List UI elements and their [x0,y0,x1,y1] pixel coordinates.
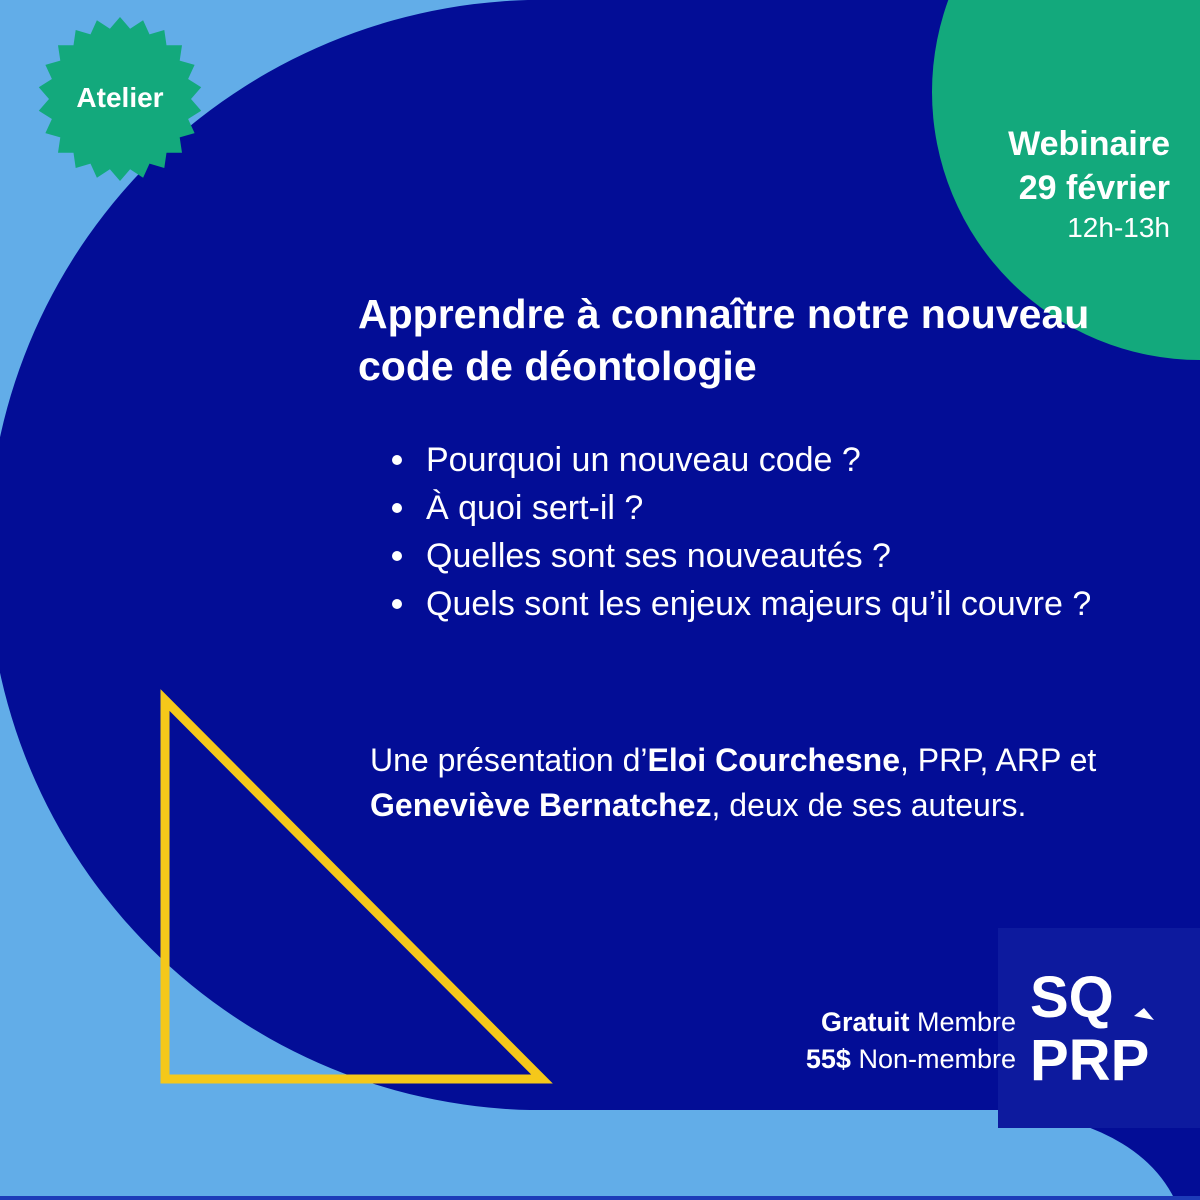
question-text: À quoi sert-il ? [426,489,644,527]
member-price: Gratuit [820,1007,910,1037]
list-item [385,532,1125,580]
list-item [385,580,1125,628]
bullet-icon [392,503,402,513]
atelier-badge-label: Atelier [76,82,164,113]
presenter-name-1: Eloi Courchesne [647,742,901,778]
list-item [385,436,1125,484]
question-text: Quels sont les enjeux majeurs qu’il couvre ? [426,585,1092,623]
logo-line-1: SQ [1030,968,1114,1030]
member-label: Membre [909,1007,1016,1037]
member-price-line [806,1004,1016,1041]
presenter-credentials: , PRP, ARP et [900,742,1097,778]
bullet-icon [392,599,402,609]
event-info [1008,122,1170,246]
speech-bubble-icon [1134,1008,1154,1020]
question-text: Quelles sont ses nouveautés ? [426,537,891,575]
list-item [385,484,1125,532]
presenter-name-2: Geneviève Bernatchez [370,787,712,823]
bullet-icon [392,455,402,465]
sqprp-logo [1030,968,1180,1088]
presenters-outro: , deux de ses auteurs. [711,787,1027,823]
question-text: Pourquoi un nouveau code ? [426,441,861,479]
event-date: 29 février [1018,169,1170,207]
bullet-icon [392,551,402,561]
nonmember-price: 55$ [805,1044,851,1074]
logo-line-2: PRP [1030,1028,1150,1088]
question-list [385,436,1125,628]
event-type: Webinaire [1008,125,1170,163]
presenters-intro: Une présentation d’ [370,742,648,778]
nonmember-label: Non-membre [850,1044,1016,1074]
event-time: 12h-13h [1067,212,1170,243]
pricing [806,1004,1016,1078]
page-title: Apprendre à connaître notre nouveau code de déontologie [358,291,1090,389]
bottom-edge-line [0,1196,1200,1200]
presenters-text [370,738,1110,828]
nonmember-price-line [806,1041,1016,1078]
